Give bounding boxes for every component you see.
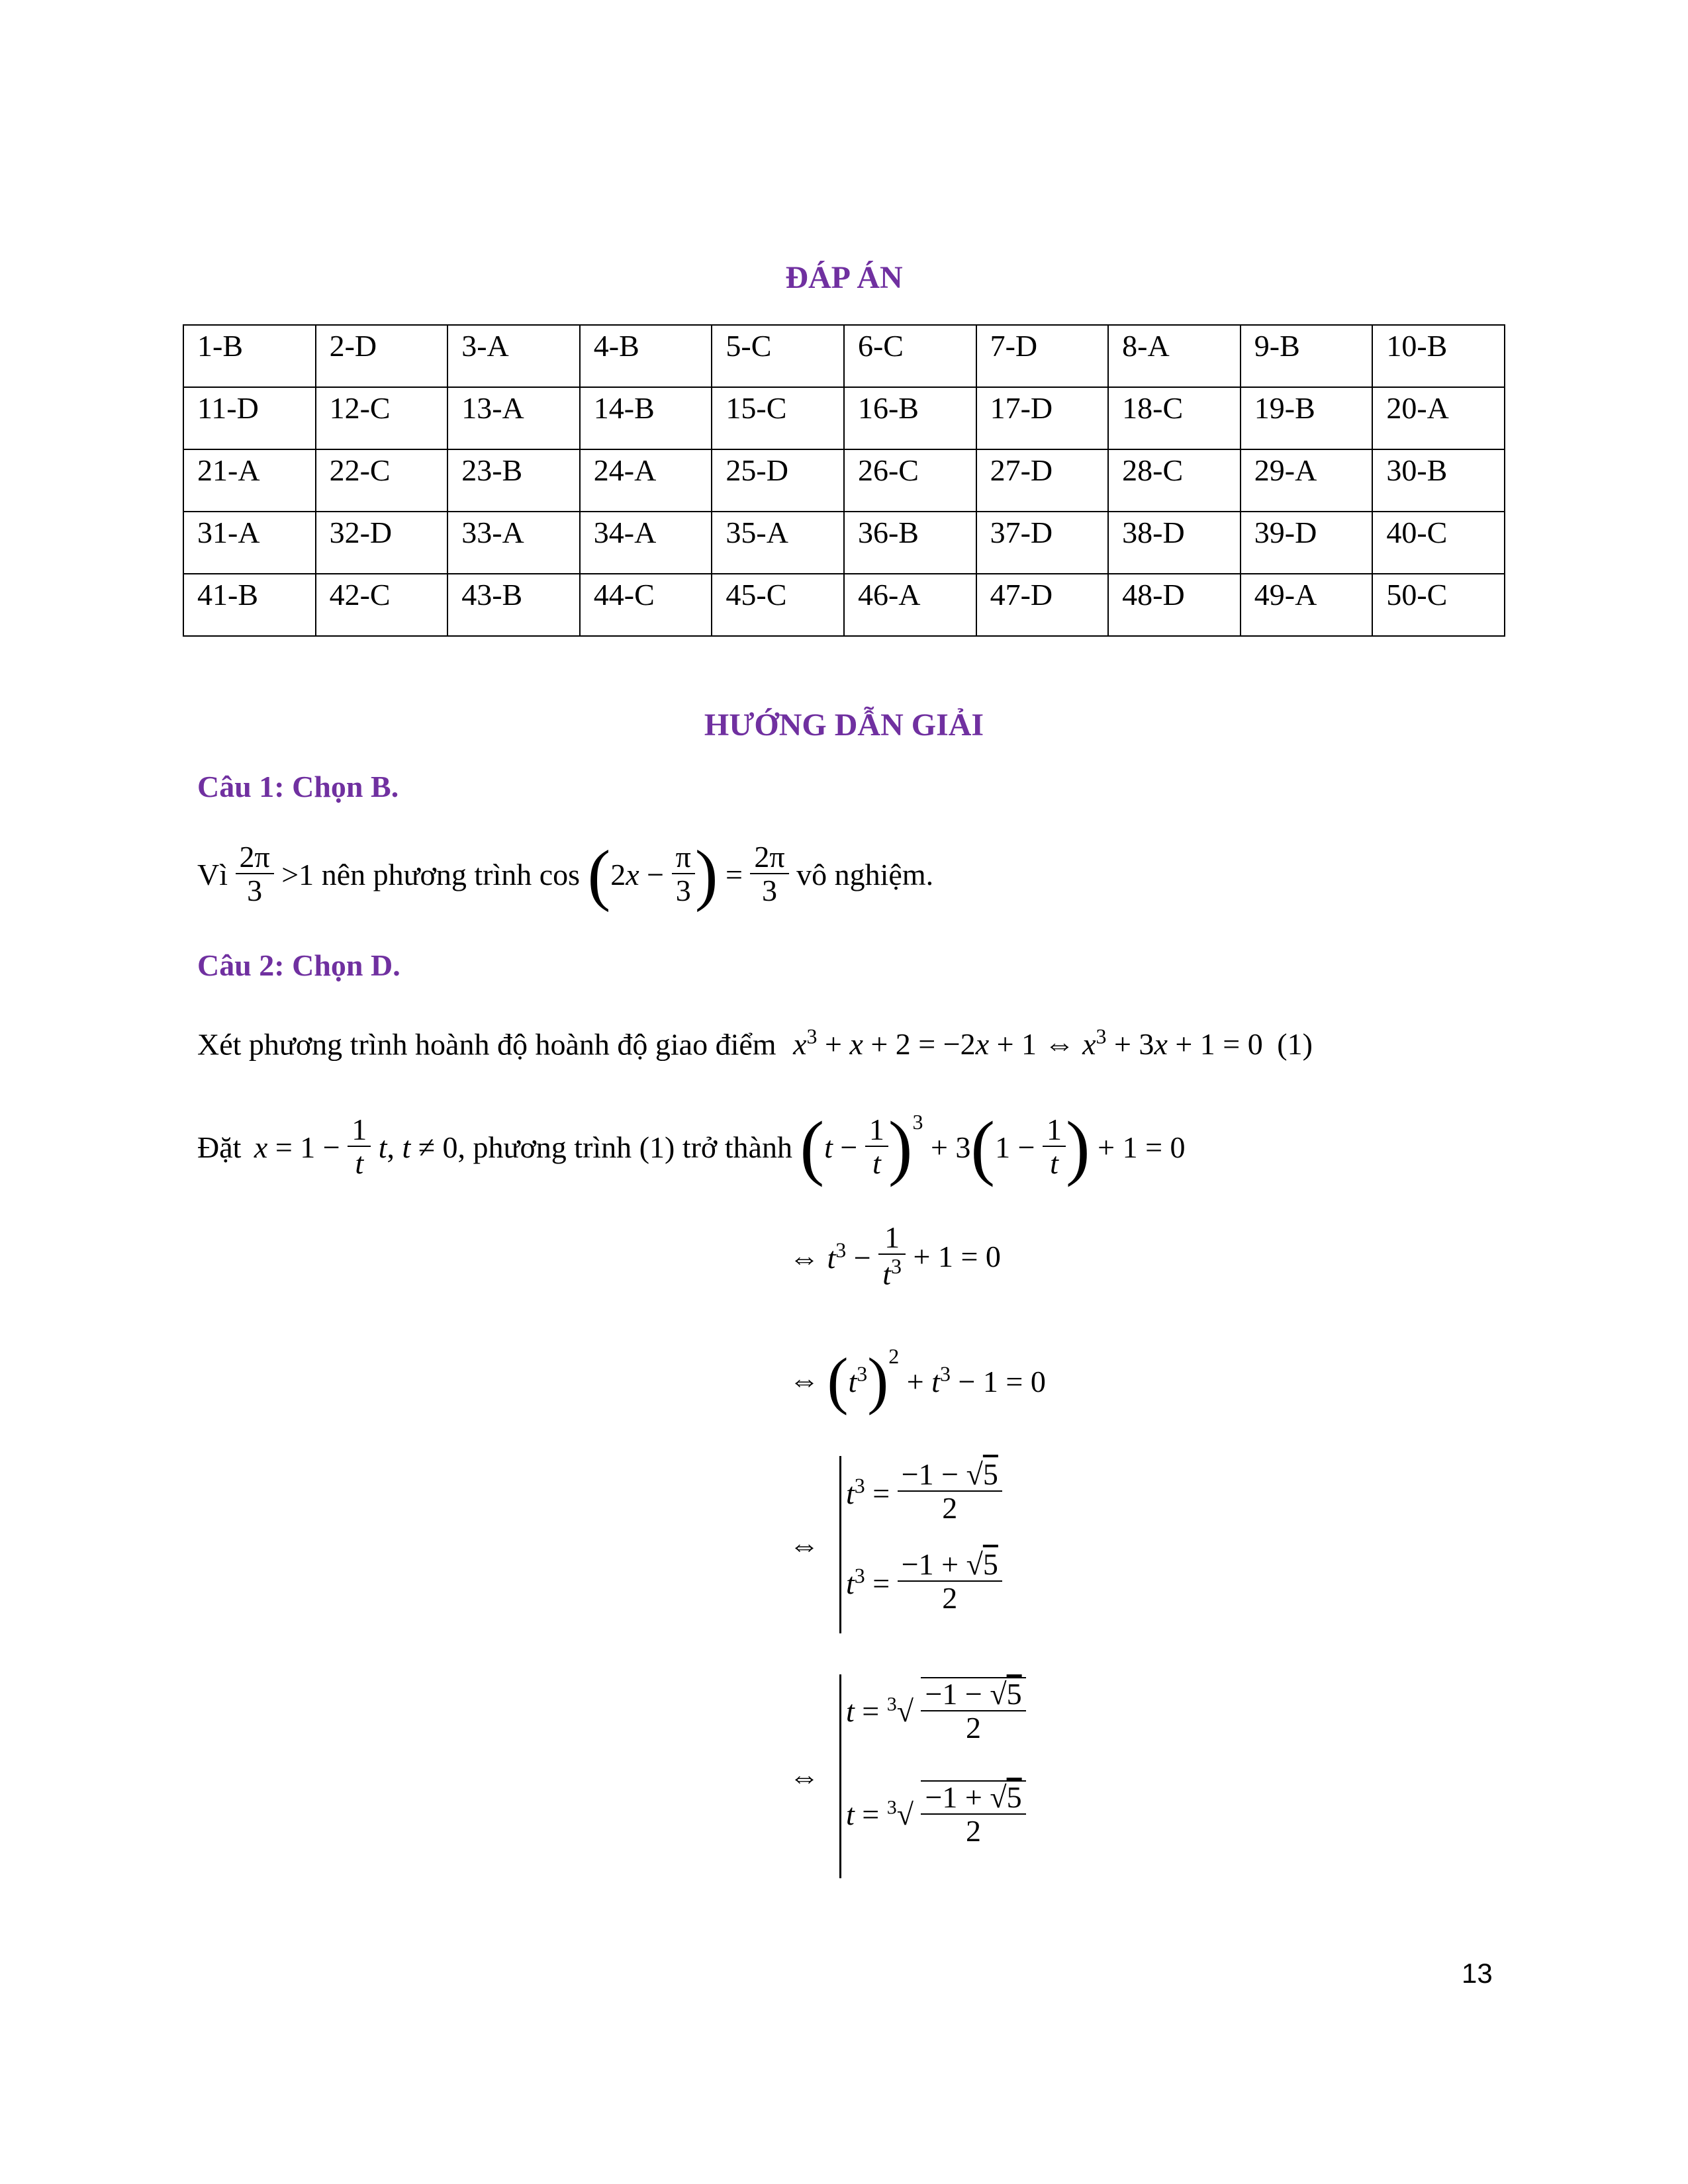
answer-title: ĐÁP ÁN: [785, 260, 903, 295]
answer-cell: 6-C: [844, 325, 976, 387]
answer-cell: 12-C: [316, 387, 448, 449]
q2-heading: Câu 2: Chọn D.: [197, 948, 400, 982]
answer-cell: 20-A: [1372, 387, 1505, 449]
answer-cell: 38-D: [1108, 512, 1241, 574]
q2-line2: Đặt x = 1 − $\frac{1}{t}$ t, t ≠ 0, phương trình (1) trở thành (t − $\frac{1}{t}$ )$^3$ + 3(1 − $\frac{1}{t}$ ) + 1 = 0: [197, 1107, 1186, 1187]
fraction: $\frac{1}{t^3}$: [878, 1222, 906, 1291]
answer-table: [183, 324, 1505, 637]
answer-cell: 2-D: [316, 325, 448, 387]
answer-cell: 17-D: [976, 387, 1109, 449]
answer-cell: 10-B: [1372, 325, 1505, 387]
answer-cell: 47-D: [976, 574, 1109, 636]
table-row: [183, 325, 1505, 387]
answer-cell: 8-A: [1108, 325, 1241, 387]
answer-cell: 7-D: [976, 325, 1109, 387]
table-row: [183, 512, 1505, 574]
q2-dat: Đặt: [197, 1130, 242, 1164]
answer-cell: 13-A: [447, 387, 580, 449]
answer-cell: 39-D: [1241, 512, 1373, 574]
answer-cell: 16-B: [844, 387, 976, 449]
answer-cell: 18-C: [1108, 387, 1241, 449]
answer-cell: 44-C: [580, 574, 712, 636]
answer-cell: 31-A: [183, 512, 316, 574]
fraction: $\frac{1}{t}$: [1043, 1114, 1066, 1181]
answer-cell: 50-C: [1372, 574, 1505, 636]
fraction: $\frac{2\pi}{3}$: [236, 841, 274, 908]
answer-cell: 4-B: [580, 325, 712, 387]
answer-cell: 32-D: [316, 512, 448, 574]
answer-cell: 45-C: [712, 574, 844, 636]
fraction: $\frac{2\pi}{3}$: [750, 841, 788, 908]
answer-cell: 33-A: [447, 512, 580, 574]
q1-line: Vì $\frac{2\pi}{3}$ >1 nên phương trình cos (2x − $\frac{\pi}{3}$ ) = $\frac{2\pi}{3}$ vô nghiệm.: [197, 837, 934, 913]
answer-cell: 40-C: [1372, 512, 1505, 574]
answer-cell: 23-B: [447, 449, 580, 512]
answer-cell: 11-D: [183, 387, 316, 449]
q1-heading: Câu 1: Chọn B.: [197, 770, 399, 803]
answer-cell: 34-A: [580, 512, 712, 574]
answer-cell: 35-A: [712, 512, 844, 574]
answer-cell: 24-A: [580, 449, 712, 512]
answer-cell: 30-B: [1372, 449, 1505, 512]
answer-cell: 26-C: [844, 449, 976, 512]
fraction: $\frac{1}{t}$: [348, 1114, 371, 1181]
q1-text: nên phương trình: [321, 858, 532, 891]
equation-label: (1): [639, 1130, 675, 1164]
answer-cell: 1-B: [183, 325, 316, 387]
answer-cell: 48-D: [1108, 574, 1241, 636]
answer-cell: 22-C: [316, 449, 448, 512]
q2-mid: phương trình: [473, 1130, 632, 1164]
guide-title: HƯỚNG DẪN GIẢI: [704, 707, 984, 743]
answer-cell: 41-B: [183, 574, 316, 636]
answer-cell: 9-B: [1241, 325, 1373, 387]
answer-cell: 36-B: [844, 512, 976, 574]
q2-tro-thanh: trở thành: [682, 1130, 792, 1164]
answer-cell: 46-A: [844, 574, 976, 636]
answer-cell: 14-B: [580, 387, 712, 449]
step-2: ⇔ $(t^3)^2 + t^3 - 1 = 0$: [789, 1344, 1046, 1416]
q1-vi: Vì: [197, 858, 228, 891]
answer-cell: 25-D: [712, 449, 844, 512]
answer-cell: 21-A: [183, 449, 316, 512]
table-row: [183, 574, 1505, 636]
answer-cell: 43-B: [447, 574, 580, 636]
q1-tail: vô nghiệm.: [796, 858, 934, 891]
answer-cell: 27-D: [976, 449, 1109, 512]
page-number: 13: [1462, 1958, 1493, 1989]
answer-cell: 3-A: [447, 325, 580, 387]
table-row: [183, 387, 1505, 449]
answer-cell: 15-C: [712, 387, 844, 449]
step-1: ⇔ $t^3$ − $\frac{1}{t^3}$ + 1 = 0: [789, 1220, 1001, 1291]
answer-cell: 49-A: [1241, 574, 1373, 636]
cos-label: cos: [539, 858, 581, 891]
equation-label: (1): [1277, 1027, 1313, 1062]
fraction: $\frac{\pi}{3}$: [672, 841, 695, 908]
table-row: [183, 449, 1505, 512]
answer-cell: 37-D: [976, 512, 1109, 574]
answer-cell: 19-B: [1241, 387, 1373, 449]
answer-cell: 28-C: [1108, 449, 1241, 512]
q2-line1-text: Xét phương trình hoành độ hoành độ giao điểm: [197, 1027, 776, 1062]
answer-cell: 29-A: [1241, 449, 1373, 512]
fraction: $\frac{1}{t}$: [865, 1114, 888, 1181]
answer-cell: 5-C: [712, 325, 844, 387]
answer-cell: 42-C: [316, 574, 448, 636]
q2-line1: Xét phương trình hoành độ hoành độ giao điểm $x^3 + x + 2 = -2x + 1$ ⇔ $x^3 + 3x + 1 = 0$ (1): [197, 1024, 1313, 1062]
